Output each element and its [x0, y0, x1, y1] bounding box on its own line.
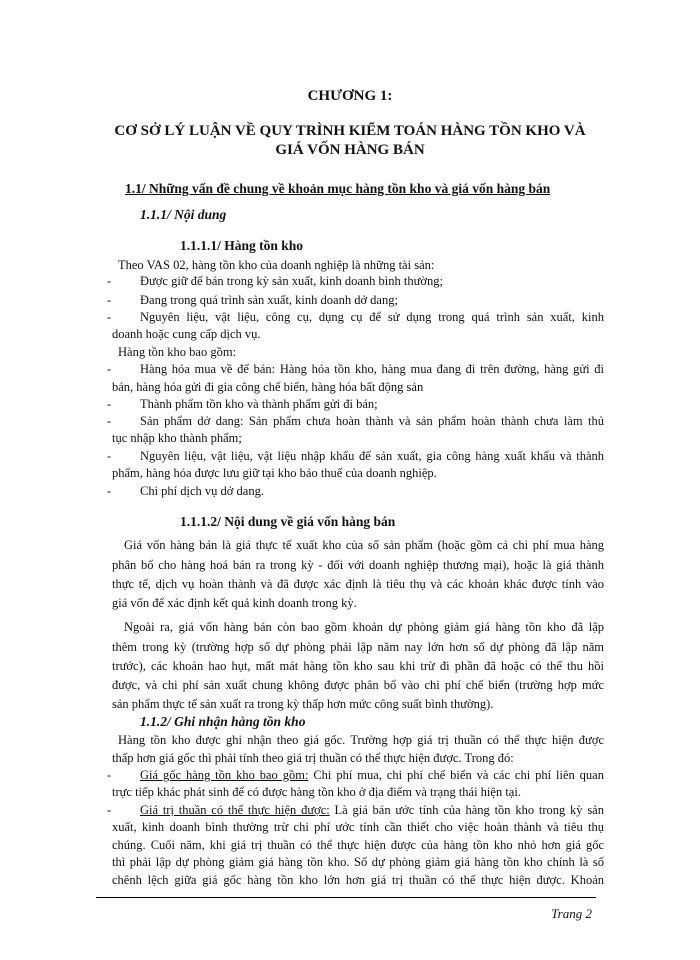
paragraph-line: Hàng tồn kho bao gồm: — [118, 345, 237, 359]
bullet-dash: - — [107, 310, 112, 324]
paragraph-line: trước), các khoản hao hụt, mất mát hàng tồn kho sau khi trừ đi phần đã hoặc có thể thu hồi — [112, 659, 604, 673]
bullet-dash: - — [107, 362, 112, 376]
term-definition: Chi phí mua, chi phí chế biến và các chi phí liên quan — [308, 768, 604, 782]
paragraph-line: phân bổ cho hàng hoá bán ra trong kỳ - đối với doanh nghiệp thương mại), hoặc là giá thành — [112, 558, 604, 572]
list-item-continued: chúng. Cuối năm, khi giá trị thuần có thể thực hiện được của hàng tồn kho nhỏ hơn giá gốc — [112, 838, 604, 852]
list-item: Sản phẩm dở dang: Sản phẩm chưa hoàn thành và sản phẩm hoàn thành chưa làm thủ — [140, 414, 604, 428]
paragraph-line: Hàng tồn kho được ghi nhận theo giá gốc. Trường hợp giá trị thuần có thể thực hiện được — [118, 733, 604, 747]
list-item-continued: xuất, kinh doanh bình thường trừ chi phí ước tính cần thiết cho việc hoàn thành và tiêu thụ — [112, 820, 604, 834]
paragraph-line: thêm trong kỳ (trường hợp số dự phòng phải lập năm nay lớn hơn số dự phòng đã lập năm — [112, 640, 604, 654]
page-number: Trang 2 — [551, 906, 592, 921]
bullet-dash: - — [107, 768, 112, 782]
bullet-dash: - — [107, 484, 112, 498]
bullet-dash: - — [107, 414, 112, 428]
list-item — [140, 768, 604, 783]
section-heading-1-1: 1.1/ Những vấn đề chung về khoản mục hàng tồn kho và giá vốn hàng bán — [125, 181, 551, 196]
bullet-dash: - — [107, 397, 112, 411]
list-item: Nguyên liệu, vật liệu, vật liệu nhập khẩu để sản xuất, gia công hàng xuất khẩu và thành — [140, 449, 604, 463]
section-heading-1-1-1: 1.1.1/ Nội dung — [140, 207, 227, 222]
term-definition: Là giá bán ước tính của hàng tồn kho trong kỳ sản — [329, 803, 604, 817]
paragraph-line: thực tế, dịch vụ hoàn thành và đã được xác định là tiêu thụ và các khoản khác được tính vào — [112, 577, 604, 591]
chapter-heading: CHƯƠNG 1: — [307, 88, 393, 104]
paragraph-line: Giá vốn hàng bán là giá thực tế xuất kho của số sản phẩm (hoặc gồm cả chi phí mua hàng — [124, 538, 604, 552]
chapter-title-line-2: GIÁ VỐN HÀNG BÁN — [275, 142, 425, 158]
list-item-continued: bán, hàng hóa gửi đi gia công chế biến, hàng hóa bất động sản — [112, 380, 424, 394]
section-heading-1-1-1-1: 1.1.1.1/ Hàng tồn kho — [180, 238, 304, 253]
paragraph-line: Ngoài ra, giá vốn hàng bán còn bao gồm khoản dự phòng giảm giá hàng tồn kho đã lập — [124, 620, 604, 634]
list-item-continued: thì phải lập dự phòng giảm giá hàng tồn kho. Số dự phòng giảm giá hàng tồn kho chính là số — [112, 855, 604, 869]
paragraph-line: Theo VAS 02, hàng tồn kho của doanh nghiệp là những tài sản: — [118, 258, 435, 272]
section-heading-1-1-1-2: 1.1.1.2/ Nội dung về giá vốn hàng bán — [180, 514, 396, 529]
list-item: Được giữ để bán trong kỳ sản xuất, kinh doanh bình thường; — [140, 274, 443, 288]
footer-divider — [96, 897, 596, 898]
list-item-continued: trực tiếp khác phát sinh để có được hàng tồn kho ở địa điểm và trạng thái hiện tại. — [112, 785, 521, 799]
term-label: Giá gốc hàng tồn kho bao gồm: — [140, 768, 309, 782]
chapter-title-line-1: CƠ SỞ LÝ LUẬN VỀ QUY TRÌNH KIỂM TOÁN HÀNG TỒN KHO VÀ — [114, 123, 586, 139]
list-item-continued: doanh hoặc cung cấp dịch vụ. — [112, 327, 261, 341]
list-item — [140, 803, 604, 818]
list-item-continued: chênh lệch giữa giá gốc hàng tồn kho lớn hơn giá trị thuần có thể thực hiện được. Khoản — [112, 873, 604, 887]
bullet-dash: - — [107, 803, 112, 817]
list-item: Nguyên liệu, vật liệu, công cụ, dụng cụ để sử dụng trong quá trình sản xuất, kinh — [140, 310, 604, 324]
list-item: Hàng hóa mua về để bán: Hàng hóa tồn kho, hàng mua đang đi trên đường, hàng gửi đi — [140, 362, 604, 376]
paragraph-line: giá vốn để xác định kết quả kinh doanh trong kỳ. — [112, 596, 357, 610]
list-item-continued: phẩm, hàng hóa được lưu giữ tại kho bảo thuế của doanh nghiệp. — [112, 466, 437, 480]
paragraph-line: được, và chi phí sản xuất chung không được phân bổ vào chi phí chế biến (trường hợp mức — [112, 678, 604, 692]
term-label: Giá trị thuần có thể thực hiện được: — [140, 803, 330, 817]
paragraph-line: sản phẩm thực tế sản xuất ra trong kỳ thấp hơn mức công suất bình thường). — [112, 697, 494, 711]
list-item: Chi phí dịch vụ dở dang. — [140, 484, 264, 498]
list-item-continued: tục nhập kho thành phẩm; — [112, 431, 242, 445]
list-item: Thành phẩm tồn kho và thành phẩm gửi đi bán; — [140, 397, 378, 411]
paragraph-line: thấp hơn giá gốc thì phải tính theo giá trị thuần có thể thực hiện được. Trong đó: — [112, 751, 514, 765]
bullet-dash: - — [107, 449, 112, 463]
section-heading-1-1-2: 1.1.2/ Ghi nhận hàng tồn kho — [140, 714, 306, 729]
list-item: Đang trong quá trình sản xuất, kinh doanh dở dang; — [140, 293, 398, 307]
bullet-dash: - — [107, 274, 112, 288]
bullet-dash: - — [107, 293, 112, 307]
